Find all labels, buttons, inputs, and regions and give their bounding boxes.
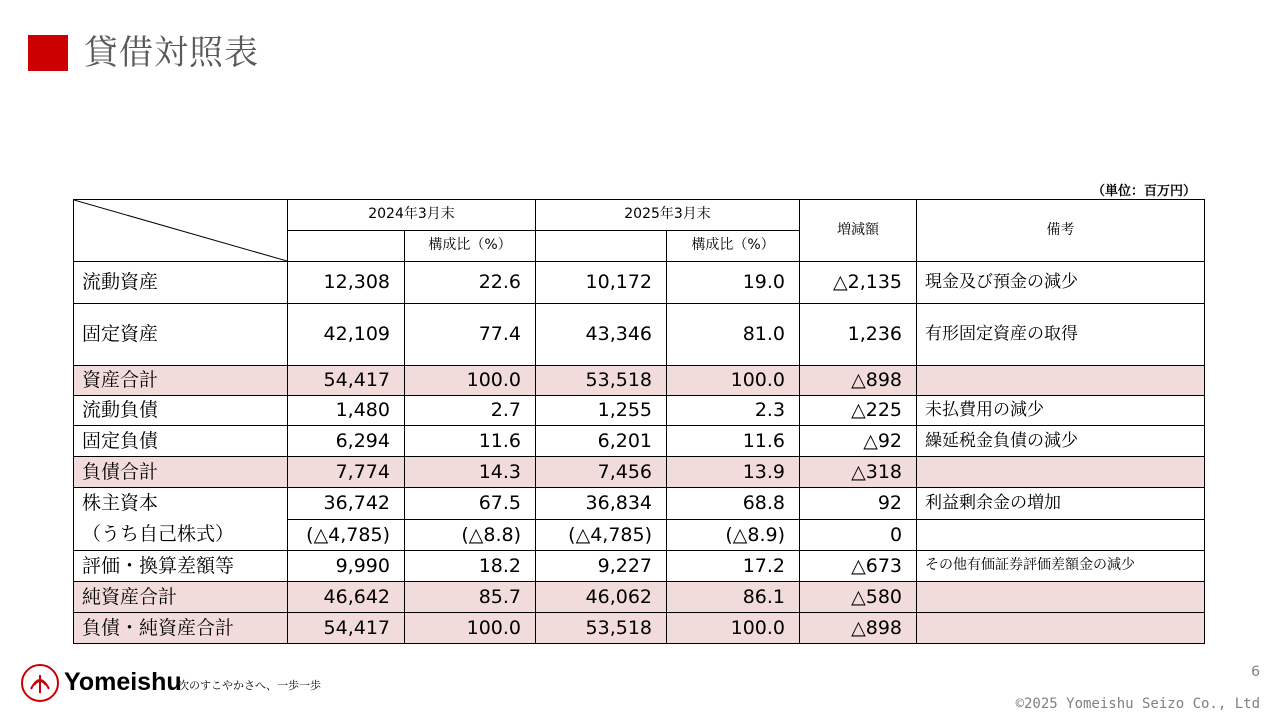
ratio-2025: 81.0 [667,304,800,366]
ratio-2024: 22.6 [405,262,536,304]
value-2025: 7,456 [536,457,667,488]
ratio-2024: 85.7 [405,582,536,613]
header-ratio2: 構成比（%） [667,231,800,262]
change-value: △225 [800,396,917,426]
row-label: （うち自己株式） [74,520,288,551]
remark [917,613,1205,644]
ratio-2025: 13.9 [667,457,800,488]
balance-sheet-table [73,199,1205,644]
row-label: 純資産合計 [74,582,288,613]
value-2025: 10,172 [536,262,667,304]
value-2025: 9,227 [536,551,667,582]
row-label: 資産合計 [74,366,288,396]
row-label: 固定資産 [74,304,288,366]
ratio-2025: (△8.9) [667,520,800,551]
value-2024: 9,990 [288,551,405,582]
change-value: 0 [800,520,917,551]
yomeishu-logo-icon [20,663,60,703]
change-value: △898 [800,613,917,644]
ratio-2025: 100.0 [667,366,800,396]
value-2025: (△4,785) [536,520,667,551]
value-2025: 6,201 [536,426,667,457]
remark: 繰延税金負債の減少 [917,426,1205,457]
change-value: △92 [800,426,917,457]
table-row [74,426,1205,457]
ratio-2025: 86.1 [667,582,800,613]
row-label: 固定負債 [74,426,288,457]
header-change: 増減額 [800,200,917,262]
ratio-2025: 100.0 [667,613,800,644]
header-period1-blank [288,231,405,262]
table-row [74,304,1205,366]
table-row [74,613,1205,644]
value-2025: 43,346 [536,304,667,366]
remark: その他有価証券評価差額金の減少 [917,551,1205,582]
copyright: ©2025 Yomeishu Seizo Co., Ltd [1015,696,1260,712]
row-label: 負債合計 [74,457,288,488]
value-2024: 42,109 [288,304,405,366]
table-row [74,366,1205,396]
page-title: 貸借対照表 [84,33,259,73]
ratio-2025: 11.6 [667,426,800,457]
value-2025: 53,518 [536,613,667,644]
row-label: 負債・純資産合計 [74,613,288,644]
ratio-2024: 77.4 [405,304,536,366]
ratio-2025: 68.8 [667,488,800,520]
value-2025: 1,255 [536,396,667,426]
value-2024: 1,480 [288,396,405,426]
table-row [74,396,1205,426]
change-value: △318 [800,457,917,488]
remark: 未払費用の減少 [917,396,1205,426]
brand-name: Yomeishu [64,668,182,696]
row-label: 評価・換算差額等 [74,551,288,582]
value-2024: 7,774 [288,457,405,488]
row-label: 流動負債 [74,396,288,426]
value-2024: 46,642 [288,582,405,613]
table-row [74,551,1205,582]
change-value: 92 [800,488,917,520]
remark [917,457,1205,488]
ratio-2024: 11.6 [405,426,536,457]
ratio-2024: 18.2 [405,551,536,582]
table-row [74,520,1205,551]
table-row [74,582,1205,613]
remark: 現金及び預金の減少 [917,262,1205,304]
ratio-2024: 67.5 [405,488,536,520]
ratio-2024: (△8.8) [405,520,536,551]
ratio-2025: 17.2 [667,551,800,582]
header-period1: 2024年3月末 [288,200,536,231]
title-mark [28,35,68,71]
change-value: △2,135 [800,262,917,304]
row-label: 流動資産 [74,262,288,304]
value-2025: 36,834 [536,488,667,520]
ratio-2024: 2.7 [405,396,536,426]
header-period2-blank [536,231,667,262]
change-value: 1,236 [800,304,917,366]
value-2025: 46,062 [536,582,667,613]
header-period2: 2025年3月末 [536,200,800,231]
value-2024: 54,417 [288,613,405,644]
remark: 有形固定資産の取得 [917,304,1205,366]
header-ratio1: 構成比（%） [405,231,536,262]
ratio-2025: 19.0 [667,262,800,304]
value-2024: 6,294 [288,426,405,457]
table-row [74,262,1205,304]
value-2025: 53,518 [536,366,667,396]
ratio-2024: 100.0 [405,613,536,644]
table-row [74,457,1205,488]
change-value: △580 [800,582,917,613]
brand-tagline: 次のすこやかさへ、一歩一歩 [178,679,321,692]
row-label: 株主資本 [74,488,288,520]
remark: 利益剰余金の増加 [917,488,1205,520]
ratio-2024: 14.3 [405,457,536,488]
remark [917,582,1205,613]
remark [917,520,1205,551]
table-row [74,488,1205,520]
ratio-2025: 2.3 [667,396,800,426]
value-2024: (△4,785) [288,520,405,551]
page-number: 6 [1251,664,1260,680]
ratio-2024: 100.0 [405,366,536,396]
change-value: △673 [800,551,917,582]
unit-label: （単位：百万円） [1091,184,1196,199]
change-value: △898 [800,366,917,396]
value-2024: 54,417 [288,366,405,396]
value-2024: 12,308 [288,262,405,304]
header-remarks: 備考 [917,200,1205,262]
corner-cell [74,200,288,262]
value-2024: 36,742 [288,488,405,520]
remark [917,366,1205,396]
